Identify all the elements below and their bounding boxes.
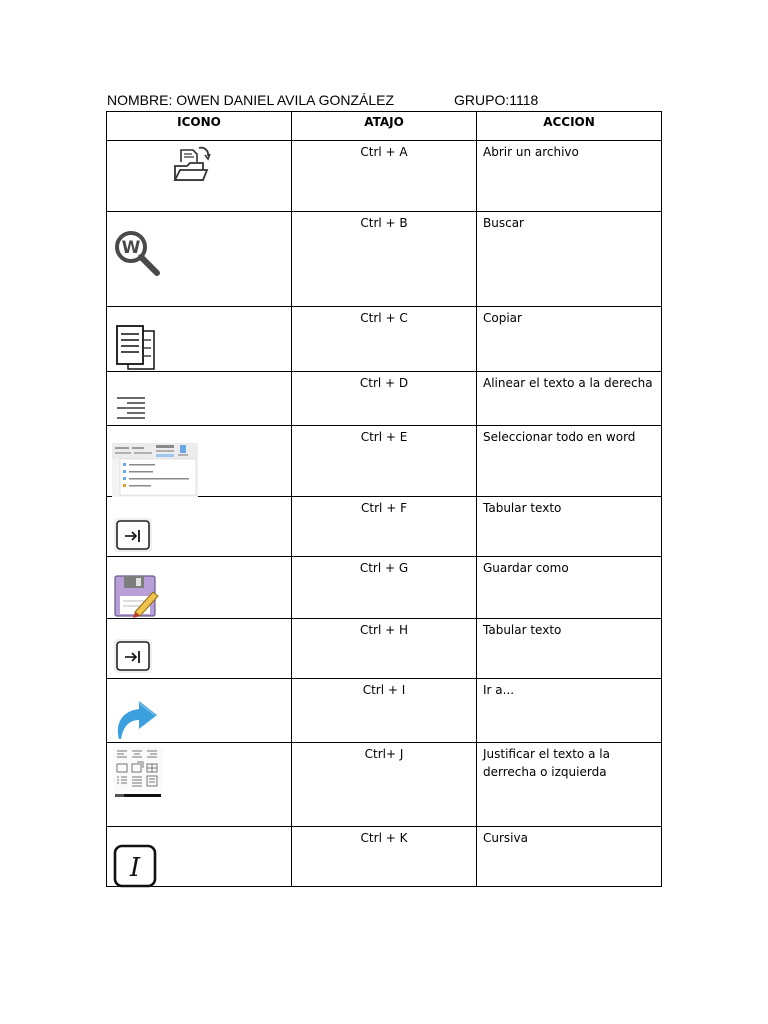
icon-cell — [107, 307, 292, 372]
icon-cell — [107, 426, 292, 497]
shortcut-cell: Ctrl + B — [292, 212, 477, 307]
shortcut-cell: Ctrl+ J — [292, 743, 477, 827]
shortcut-cell: Ctrl + A — [292, 141, 477, 212]
action-cell: Seleccionar todo en word — [477, 426, 662, 497]
shortcut-cell: Ctrl + I — [292, 679, 477, 743]
shortcut-cell: Ctrl + F — [292, 497, 477, 557]
student-group: GRUPO:1118 — [454, 92, 539, 108]
table-row — [107, 307, 662, 372]
table-row — [107, 743, 662, 827]
icon-cell — [107, 743, 292, 827]
action-cell: Tabular texto — [477, 619, 662, 679]
action-cell: Justificar el texto a la derrecha o izquierda — [477, 743, 662, 827]
italic-icon — [113, 844, 157, 888]
icon-cell — [107, 679, 292, 743]
table-row — [107, 497, 662, 557]
icon-cell — [107, 497, 292, 557]
table-row — [107, 679, 662, 743]
shortcut-cell: Ctrl + D — [292, 372, 477, 426]
save-as-floppy-icon — [113, 574, 159, 618]
action-cell: Guardar como — [477, 557, 662, 619]
action-cell: Cursiva — [477, 827, 662, 887]
open-folder-icon — [173, 144, 211, 184]
tab-key-icon — [114, 518, 152, 552]
table-row — [107, 557, 662, 619]
shortcut-cell: Ctrl + C — [292, 307, 477, 372]
icon-cell — [107, 372, 292, 426]
action-cell: Buscar — [477, 212, 662, 307]
icon-cell — [107, 141, 292, 212]
table-row — [107, 426, 662, 497]
action-cell: Alinear el texto a la derecha — [477, 372, 662, 426]
student-name: NOMBRE: OWEN DANIEL AVILA GONZÁLEZ — [107, 92, 395, 108]
select-all-menu-icon — [112, 443, 198, 497]
action-cell: Ir a... — [477, 679, 662, 743]
word-search-icon — [114, 230, 162, 278]
table-row — [107, 141, 662, 212]
column-header-shortcut: ATAJO — [292, 112, 477, 141]
table-header-row — [107, 112, 662, 141]
icon-cell — [107, 827, 292, 887]
document-header — [107, 91, 667, 109]
shortcut-cell: Ctrl + E — [292, 426, 477, 497]
table-row — [107, 619, 662, 679]
tab-key-icon — [114, 639, 152, 673]
icon-cell — [107, 212, 292, 307]
table-row — [107, 212, 662, 307]
shortcuts-table — [106, 111, 662, 887]
table-row — [107, 372, 662, 426]
justify-options-icon — [113, 747, 163, 799]
icon-cell — [107, 557, 292, 619]
svg-text:I: I — [129, 853, 141, 883]
action-cell: Abrir un archivo — [477, 141, 662, 212]
copy-document-icon — [115, 324, 157, 372]
shortcut-cell: Ctrl + K — [292, 827, 477, 887]
align-right-icon — [115, 396, 147, 420]
shortcut-cell: Ctrl + H — [292, 619, 477, 679]
icon-cell — [107, 619, 292, 679]
table-row — [107, 827, 662, 887]
redo-arrow-icon — [113, 695, 159, 741]
column-header-action: ACCION — [477, 112, 662, 141]
action-cell: Tabular texto — [477, 497, 662, 557]
shortcut-cell: Ctrl + G — [292, 557, 477, 619]
svg-text:W: W — [121, 238, 141, 258]
column-header-icon: ICONO — [107, 112, 292, 141]
action-cell: Copiar — [477, 307, 662, 372]
